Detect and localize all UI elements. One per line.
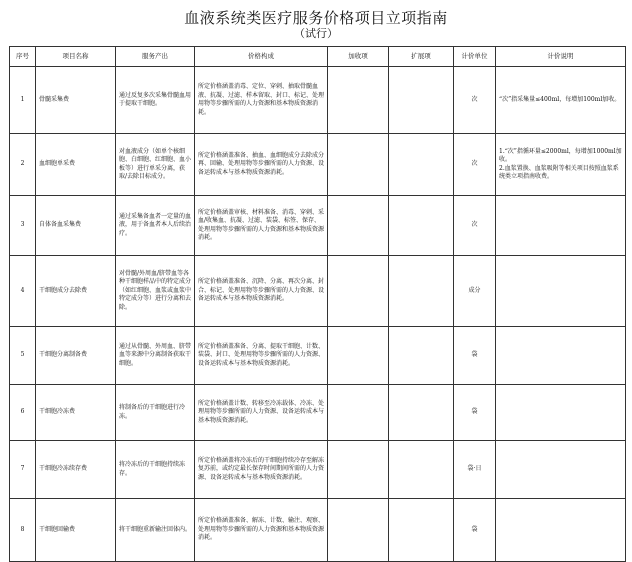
cell-name: 干细胞回输费 bbox=[36, 499, 116, 562]
cell-price-composition: 所定价格涵盖准备、抽血、血细胞成分去除成分再、回输、处理用物等步骤所需的人力资源、设备运转成本与基本物质资源消耗。 bbox=[195, 134, 328, 196]
header-no: 序号 bbox=[10, 47, 36, 67]
cell-note bbox=[496, 327, 626, 385]
table-row bbox=[10, 385, 626, 441]
cell-unit: 成分 bbox=[454, 256, 496, 327]
header-extension: 扩展项 bbox=[389, 47, 454, 67]
cell-name: 骨髓采集费 bbox=[36, 67, 116, 134]
cell-note: 1.“次”指循环量≤2000ml，每增加1000ml加收。 2.血浆置换、血浆吸附等相关项目按照血浆系统类立项指南收费。 bbox=[496, 134, 626, 196]
cell-note bbox=[496, 256, 626, 327]
cell-extension bbox=[389, 67, 454, 134]
cell-extension bbox=[389, 499, 454, 562]
header-note: 计价说明 bbox=[496, 47, 626, 67]
cell-surcharge bbox=[328, 499, 389, 562]
cell-no: 3 bbox=[10, 196, 36, 256]
cell-extension bbox=[389, 256, 454, 327]
cell-output: 将制备后的干细胞进行冷冻。 bbox=[116, 385, 195, 441]
cell-no: 8 bbox=[10, 499, 36, 562]
cell-note: “次”指采集量≤400ml，每增加100ml加收。 bbox=[496, 67, 626, 134]
table-header-row bbox=[10, 47, 626, 67]
cell-surcharge bbox=[328, 327, 389, 385]
table-row bbox=[10, 441, 626, 499]
header-name: 项目名称 bbox=[36, 47, 116, 67]
cell-unit: 次 bbox=[454, 134, 496, 196]
cell-note bbox=[496, 499, 626, 562]
cell-no: 5 bbox=[10, 327, 36, 385]
cell-unit: 袋 bbox=[454, 385, 496, 441]
cell-output: 通过反复多次采集骨髓血用于提取干细胞。 bbox=[116, 67, 195, 134]
header-output: 服务产出 bbox=[116, 47, 195, 67]
table-row bbox=[10, 67, 626, 134]
document-subtitle: （试行） bbox=[294, 27, 338, 40]
cell-surcharge bbox=[328, 385, 389, 441]
cell-unit: 袋 bbox=[454, 499, 496, 562]
cell-surcharge bbox=[328, 134, 389, 196]
header-unit: 计价单位 bbox=[454, 47, 496, 67]
cell-extension bbox=[389, 327, 454, 385]
table-row bbox=[10, 196, 626, 256]
cell-note bbox=[496, 441, 626, 499]
cell-no: 1 bbox=[10, 67, 36, 134]
cell-name: 干细胞冷冻费 bbox=[36, 385, 116, 441]
cell-output: 将干细胞重新输注回体内。 bbox=[116, 499, 195, 562]
cell-output: 将冷冻后的干细胞持续冻存。 bbox=[116, 441, 195, 499]
cell-extension bbox=[389, 441, 454, 499]
cell-extension bbox=[389, 385, 454, 441]
cell-output: 对骨髓/外周血/脐带血等各种干细胞样品中的特定成分（如红细胞、血浆或血浆中特定成分等）进行分离和去除。 bbox=[116, 256, 195, 327]
cell-unit: 袋·日 bbox=[454, 441, 496, 499]
cell-name: 血细胞单采费 bbox=[36, 134, 116, 196]
cell-price-composition: 所定价格涵盖计数、转移至冷冻载体、冷冻、处理用物等步骤所需的人力资源、设备运转成本与基本物质资源消耗。 bbox=[195, 385, 328, 441]
cell-no: 7 bbox=[10, 441, 36, 499]
cell-unit: 袋 bbox=[454, 327, 496, 385]
cell-no: 2 bbox=[10, 134, 36, 196]
cell-output: 通过采集备血者一定量的血液，用于备血者本人后续治疗。 bbox=[116, 196, 195, 256]
table-row bbox=[10, 256, 626, 327]
cell-note bbox=[496, 196, 626, 256]
cell-name: 干细胞分离制备费 bbox=[36, 327, 116, 385]
table-row bbox=[10, 499, 626, 562]
cell-output: 通过从骨髓、外周血、脐带血等来源中分离制备获取干细胞。 bbox=[116, 327, 195, 385]
cell-price-composition: 所定价格涵盖消毒、定位、穿刺、抽取骨髓血液、抗凝、过滤、样本留取、封口、标记、处理用物等步骤所需的人力资源和基本物质资源消耗。 bbox=[195, 67, 328, 134]
cell-surcharge bbox=[328, 441, 389, 499]
cell-name: 干细胞成分去除费 bbox=[36, 256, 116, 327]
cell-output: 对血液成分（如单个核细胞、白细胞、红细胞、血小板等）进行单采分离，获取/去除目标成分。 bbox=[116, 134, 195, 196]
cell-price-composition: 所定价格涵盖准备、沉降、分离、再次分离、封合、标记、处理用物等步骤所需的人力资源、设备运转成本与基本物质资源消耗。 bbox=[195, 256, 328, 327]
cell-name: 自体备血采集费 bbox=[36, 196, 116, 256]
cell-extension bbox=[389, 196, 454, 256]
cell-name: 干细胞冷冻续存费 bbox=[36, 441, 116, 499]
price-item-table bbox=[9, 46, 626, 562]
cell-no: 4 bbox=[10, 256, 36, 327]
header-surcharge: 加收项 bbox=[328, 47, 389, 67]
table-row bbox=[10, 327, 626, 385]
cell-unit: 次 bbox=[454, 196, 496, 256]
document-title: 血液系统类医疗服务价格项目立项指南 bbox=[184, 9, 448, 27]
table-row bbox=[10, 134, 626, 196]
cell-note bbox=[496, 385, 626, 441]
cell-price-composition: 所定价格涵盖准备、分离、提取干细胞、计数、装袋、封口、处理用物等步骤所需的人力资源、设备运转成本与基本物质资源消耗。 bbox=[195, 327, 328, 385]
cell-surcharge bbox=[328, 196, 389, 256]
cell-no: 6 bbox=[10, 385, 36, 441]
cell-extension bbox=[389, 134, 454, 196]
cell-surcharge bbox=[328, 67, 389, 134]
cell-price-composition: 所定价格涵盖将冷冻后的干细胞持续冷存至解冻复苏前，或约定最长保存时间期间所需的人力资源、设备运转成本与基本物质资源消耗。 bbox=[195, 441, 328, 499]
header-price-composition: 价格构成 bbox=[195, 47, 328, 67]
cell-price-composition: 所定价格涵盖准备、解冻、计数、输注、观察、处理用物等步骤所需的人力资源和基本物质资源消耗。 bbox=[195, 499, 328, 562]
cell-unit: 次 bbox=[454, 67, 496, 134]
cell-price-composition: 所定价格涵盖审核、材料准备、消毒、穿刺、采血/收集血、抗凝、过滤、装袋、标签、保存、处理用物等步骤所需的人力资源和基本物质资源消耗。 bbox=[195, 196, 328, 256]
cell-surcharge bbox=[328, 256, 389, 327]
